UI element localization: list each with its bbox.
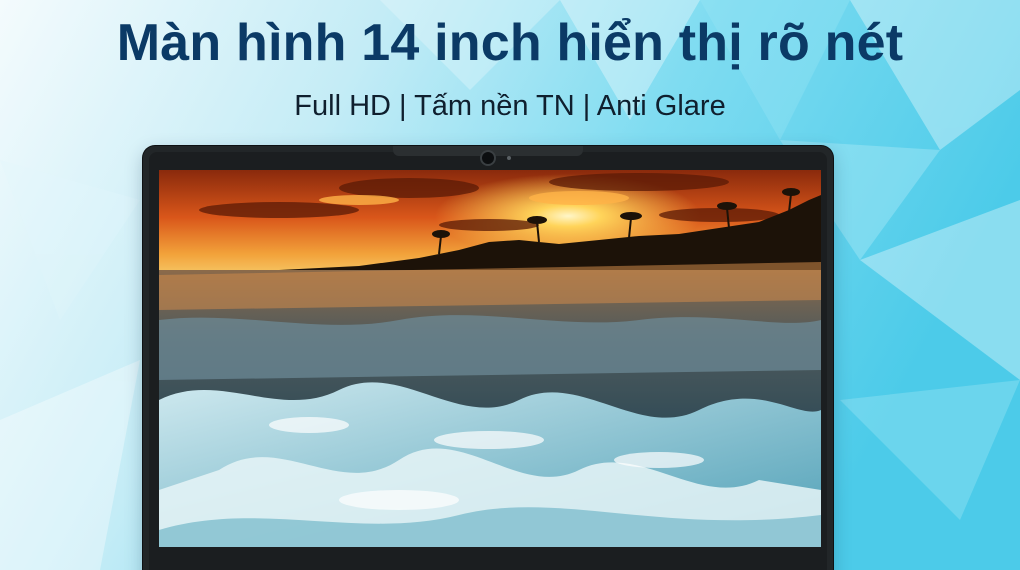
subtitle-specs: Full HD | Tấm nền TN | Anti Glare (294, 90, 726, 122)
laptop-display (143, 146, 833, 570)
page-title: Màn hình 14 inch hiển thị rõ nét (116, 14, 904, 72)
webcam-icon (482, 152, 494, 164)
screen-sunset-beach-image (159, 170, 821, 547)
camera-led-icon (507, 156, 511, 160)
